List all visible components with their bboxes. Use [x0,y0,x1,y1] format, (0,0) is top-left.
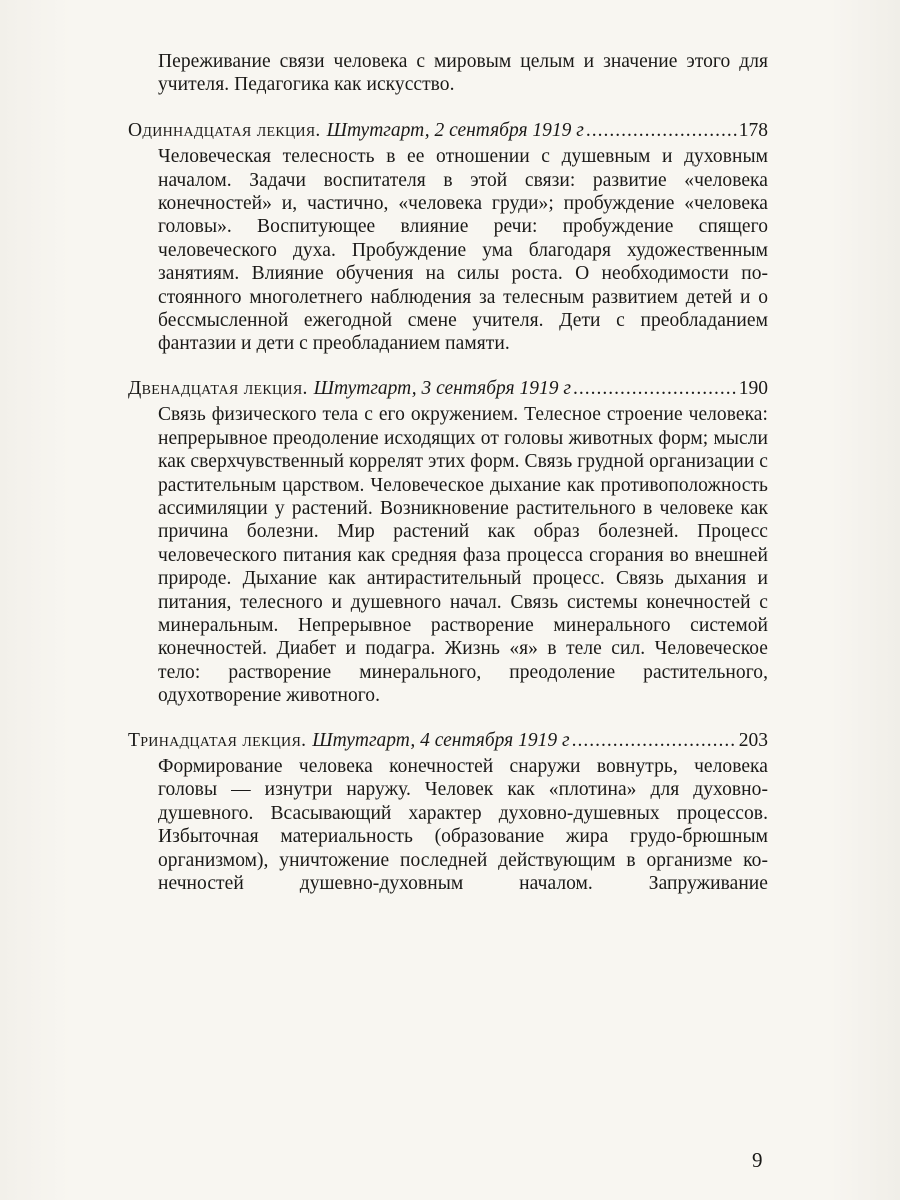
lecture-title: Двенадцатая лекция. [128,377,308,399]
toc-entry-11 [128,119,768,356]
entry-heading [128,729,768,752]
place-date: Штутгарт, 4 сентября 1919 г [312,729,570,751]
entry-page-number: 190 [738,377,768,399]
entry-page-number: 178 [738,119,768,141]
intro-paragraph: Переживание связи человека с мировым целым и значение этого для учителя. Педагогика как искусство. [158,51,768,96]
entry-heading [128,119,768,142]
dot-leader [586,119,737,142]
entry-heading [128,377,768,400]
lecture-title: Тринадцатая лекция. [128,729,307,751]
dot-leader [572,729,737,752]
dot-leader [573,377,737,400]
lecture-title: Одиннадцатая лекция. [128,119,321,141]
page-number: 9 [752,1148,763,1172]
place-date: Штутгарт, 2 сентября 1919 г [326,119,584,141]
toc-entry-12 [128,377,768,708]
entry-summary: Человеческая телесность в ее отношении с душевным и духовным началом. Задачи воспитателя в этой связи: развитие «человека конечностей» и, частично, «человека груди»; пробуждение «человека головы». Воспитующее влияние речи: пробуждение спящего человеческого духа. Пробуждение ума благодаря художественным занятиям. Влияние обучения на силы роста. О необходимости постоянного многолетнего наблюдения за телесным развитием детей и о бессмысленной ежегодной смене учителя. Дети с преобладанием фантазии и дети с преобладанием памяти. [158,146,768,355]
table-of-contents [128,50,768,895]
entry-page-number: 203 [738,729,768,751]
entry-summary: Связь физического тела с его окружением. Телесное строение человека: непрерывное преодоление исходящих от головы животных форм; мысли как сверхчувственный коррелят этих форм. Связь грудной организации с растительным царством. Человеческое дыхание как противоположность ассимиляции у растений. Возникновение растительного в человеке как причина болезни. Мир растений как образ болезней. Процесс человеческого питания как средняя фаза процесса сгорания во внешней природе. Дыхание как антирастительный процесс. Связь дыхания и питания, телесного и душевного начал. Связь системы конечностей с минеральным. Непрерывное растворение минерального системой конечностей. Диабет и подагра. Жизнь «я» в теле сил. Человеческое тело: растворение минерального, преодоление растительного, одухотворение животного. [158,404,768,707]
toc-entry-13 [128,729,768,896]
place-date: Штутгарт, 3 сентября 1919 г [313,377,571,399]
entry-summary: Формирование человека конечностей снаружи вовнутрь, человека головы — изнутри наружу. Человек как «плотина» для духовно-душевного. Всасывающий характер духовно-душевных процессов. Избыточная материальность (образование жира грудо-брюшным организмом), уничтожение последней действующим в организме конечностей душевно-духовным началом. Запруживание [158,755,768,894]
